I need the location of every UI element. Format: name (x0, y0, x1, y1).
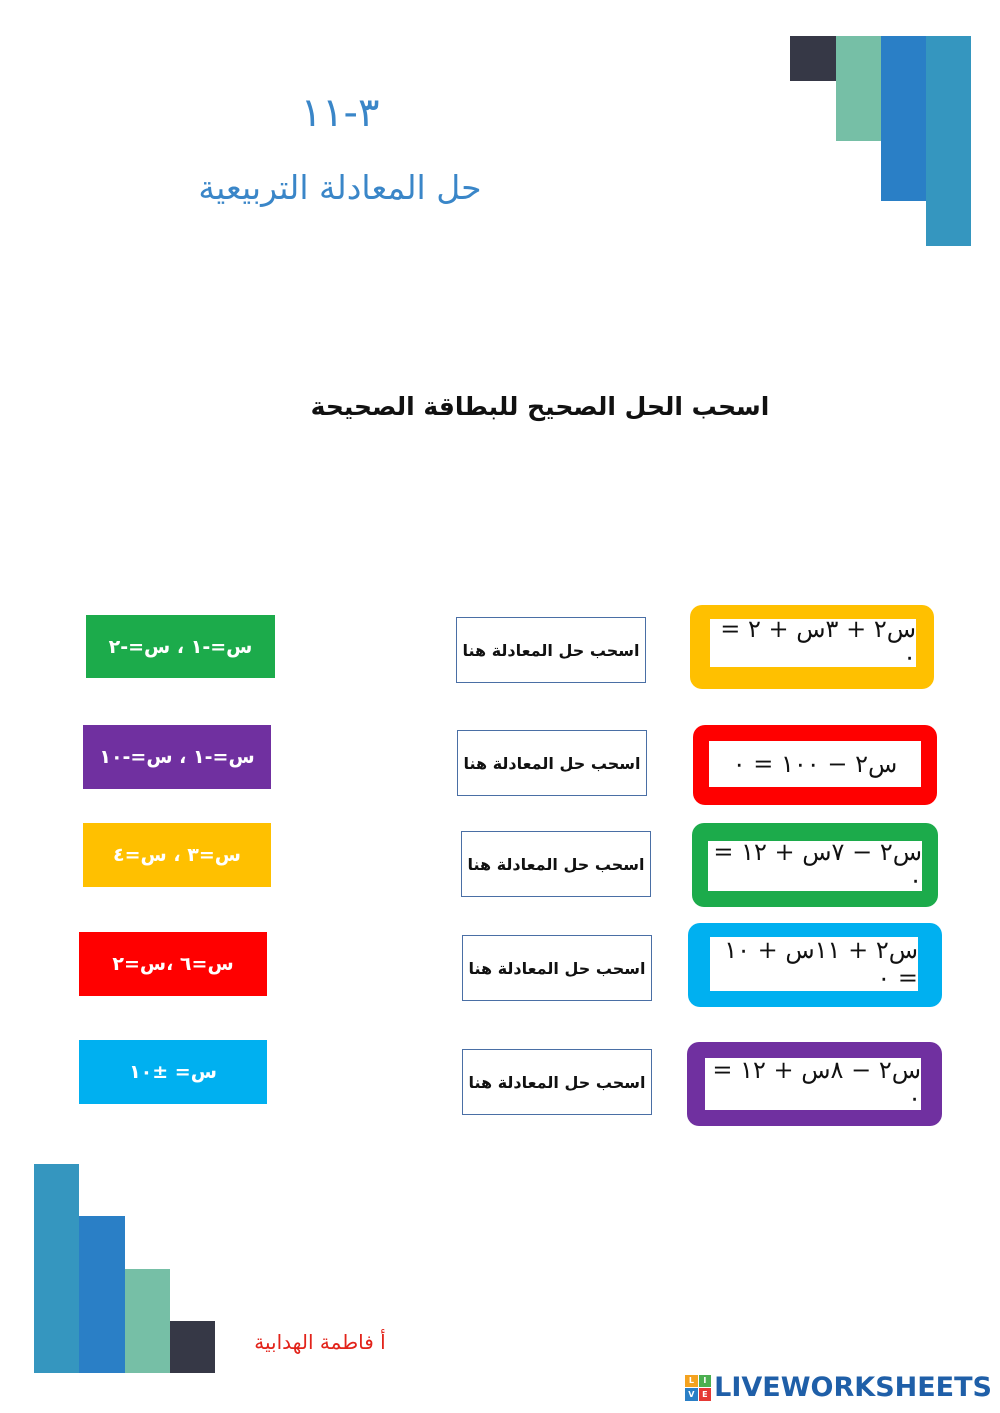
logo-letter-i: I (699, 1375, 712, 1388)
author-name: أ فاطمة الهدابية (254, 1330, 386, 1354)
drop-zone-4[interactable]: اسحب حل المعادلة هنا (462, 935, 652, 1001)
decor-bar-blue-bottom (79, 1216, 125, 1373)
instruction-text: اسحب الحل الصحيح للبطاقة الصحيحة (310, 392, 770, 421)
liveworksheets-logo-icon (685, 1375, 711, 1401)
equation-text-4: س٢ + ١١س + ١٠ = ٠ (710, 937, 918, 991)
decor-bar-steel-top (926, 36, 971, 246)
answer-card-4[interactable]: س=٦ ،س=٢ (79, 932, 267, 996)
equation-text-2: س٢ − ١٠٠ = ٠ (709, 741, 921, 787)
equation-card-2 (693, 725, 937, 805)
equation-text-3: س٢ − ٧س + ١٢ = ٠ (708, 841, 922, 891)
equation-card-3 (692, 823, 938, 907)
equation-card-5 (687, 1042, 942, 1126)
brand-name: LIVEWORKSHEETS (714, 1372, 992, 1403)
decor-bar-dark-bottom (170, 1321, 215, 1373)
equation-text-5: س٢ − ٨س + ١٢ = ٠ (705, 1058, 921, 1110)
answer-card-3[interactable]: س=٣ ، س=٤ (83, 823, 271, 887)
logo-letter-v: V (685, 1388, 698, 1401)
decor-bar-teal-bottom (125, 1269, 170, 1373)
decor-bar-steel-bottom (34, 1164, 79, 1373)
drop-zone-3[interactable]: اسحب حل المعادلة هنا (461, 831, 651, 897)
drop-zone-2[interactable]: اسحب حل المعادلة هنا (457, 730, 647, 796)
logo-letter-l: L (685, 1375, 698, 1388)
lesson-title: حل المعادلة التربيعية (198, 168, 482, 207)
drop-zone-1[interactable]: اسحب حل المعادلة هنا (456, 617, 646, 683)
decor-bar-dark-top (790, 36, 836, 81)
equation-card-4 (688, 923, 942, 1007)
answer-card-1[interactable]: س=-١ ، س=-٢ (86, 615, 275, 678)
decor-bar-teal-top (836, 36, 881, 141)
equation-text-1: س٢ + ٣س + ٢ = ٠ (710, 619, 916, 667)
lesson-number: ٣-١١ (300, 90, 380, 136)
decor-bar-blue-top (881, 36, 926, 201)
equation-card-1 (690, 605, 934, 689)
liveworksheets-logo (685, 1372, 992, 1403)
answer-card-2[interactable]: س=-١ ، س=-١٠ (83, 725, 271, 789)
answer-card-5[interactable]: س= ±١٠ (79, 1040, 267, 1104)
drop-zone-5[interactable]: اسحب حل المعادلة هنا (462, 1049, 652, 1115)
logo-letter-e: E (699, 1388, 712, 1401)
